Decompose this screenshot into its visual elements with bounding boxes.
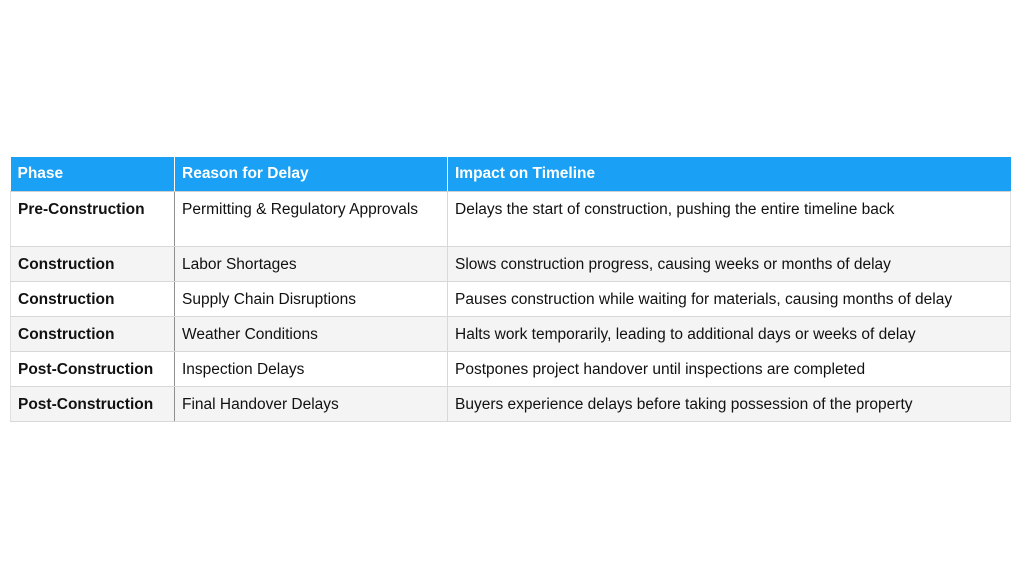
reason-cell: Labor Shortages xyxy=(175,247,448,282)
table-body xyxy=(11,192,1011,422)
phase-cell: Construction xyxy=(11,247,175,282)
impact-cell: Slows construction progress, causing weeks or months of delay xyxy=(448,247,1011,282)
phase-cell: Post-Construction xyxy=(11,352,175,387)
phase-cell: Post-Construction xyxy=(11,387,175,422)
impact-cell: Halts work temporarily, leading to additional days or weeks of delay xyxy=(448,317,1011,352)
table-row xyxy=(11,352,1011,387)
table-row xyxy=(11,247,1011,282)
impact-cell: Postpones project handover until inspections are completed xyxy=(448,352,1011,387)
reason-cell: Weather Conditions xyxy=(175,317,448,352)
reason-cell: Inspection Delays xyxy=(175,352,448,387)
impact-cell: Pauses construction while waiting for materials, causing months of delay xyxy=(448,282,1011,317)
phase-cell: Construction xyxy=(11,282,175,317)
table-header xyxy=(11,157,1011,192)
header-row xyxy=(11,157,1011,192)
table-row xyxy=(11,317,1011,352)
impact-cell: Buyers experience delays before taking possession of the property xyxy=(448,387,1011,422)
reason-cell: Supply Chain Disruptions xyxy=(175,282,448,317)
table-row xyxy=(11,387,1011,422)
phase-cell: Construction xyxy=(11,317,175,352)
reason-cell: Final Handover Delays xyxy=(175,387,448,422)
phase-cell: Pre-Construction xyxy=(11,192,175,247)
reason-cell: Permitting & Regulatory Approvals xyxy=(175,192,448,247)
impact-cell: Delays the start of construction, pushing the entire timeline back xyxy=(448,192,1011,247)
table-row xyxy=(11,192,1011,247)
table-row xyxy=(11,282,1011,317)
construction-delay-table xyxy=(10,157,1011,422)
header-phase: Phase xyxy=(11,157,175,192)
header-reason: Reason for Delay xyxy=(175,157,448,192)
header-impact: Impact on Timeline xyxy=(448,157,1011,192)
